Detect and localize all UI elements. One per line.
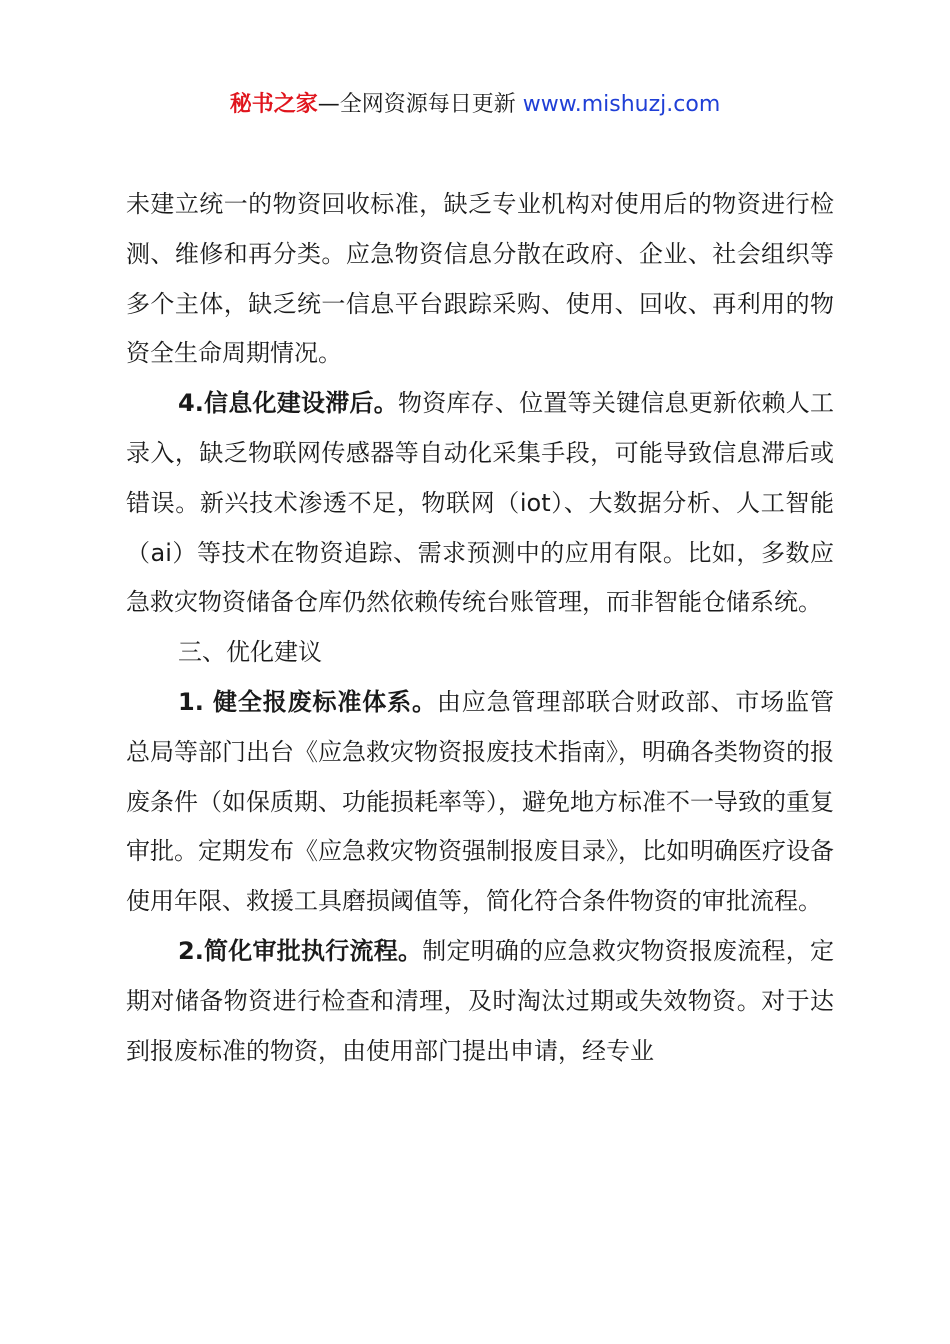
paragraph-scrap-standards [126, 678, 834, 927]
paragraph-text: 由应急管理部联合财政部、市场监管总局等部门出台《应急救灾物资报废技术指南》，明确各类物资的报废条件（如保质期、功能损耗率等），避免地方标准不一导致的重复审批。定期发布《应急救灾物资强制报废目录》，比如明确医疗设备使用年限、救援工具磨损阈值等，简化符合条件物资的审批流程。 [126, 687, 835, 916]
paragraph-text: 物资库存、位置等关键信息更新依赖人工录入，缺乏物联网传感器等自动化采集手段，可能导致信息滞后或错误。新兴技术渗透不足，物联网（iot）、大数据分析、人工智能（ai）等技术在物资追踪、需求预测中的应用有限。比如，多数应急救灾物资储备仓库仍然依赖传统台账管理，而非智能仓储系统。 [126, 389, 834, 617]
site-tagline: —全网资源每日更新 [317, 92, 523, 117]
site-brand: 秘书之家 [229, 92, 318, 117]
paragraph-heading: 4.信息化建设滞后。 [178, 389, 398, 418]
paragraph-text: 未建立统一的物资回收标准，缺乏专业机构对使用后的物资进行检测、维修和再分类。应急物资信息分散在政府、企业、社会组织等多个主体，缺乏统一信息平台跟踪采购、使用、回收、再利用的物资全生命周期情况。 [126, 190, 834, 368]
paragraph-heading: 1. 健全报废标准体系。 [178, 687, 437, 716]
paragraph-informatization-lag [126, 379, 834, 628]
paragraph-heading: 2.简化审批执行流程。 [178, 936, 423, 965]
paragraph-simplify-approval [126, 927, 834, 1076]
paragraph-recycling-standards [126, 180, 834, 379]
section-heading-text: 三、优化建议 [178, 638, 322, 667]
site-url-link[interactable]: www.mishuzj.com [522, 92, 721, 117]
section-heading-suggestions [126, 628, 834, 678]
paragraph-text: 制定明确的应急救灾物资报废流程，定期对储备物资进行检查和清理，及时淘汰过期或失效物资。对于达到报废标准的物资，由使用部门提出申请，经专业 [126, 936, 835, 1065]
site-header [0, 88, 950, 122]
document-body [126, 180, 834, 1076]
